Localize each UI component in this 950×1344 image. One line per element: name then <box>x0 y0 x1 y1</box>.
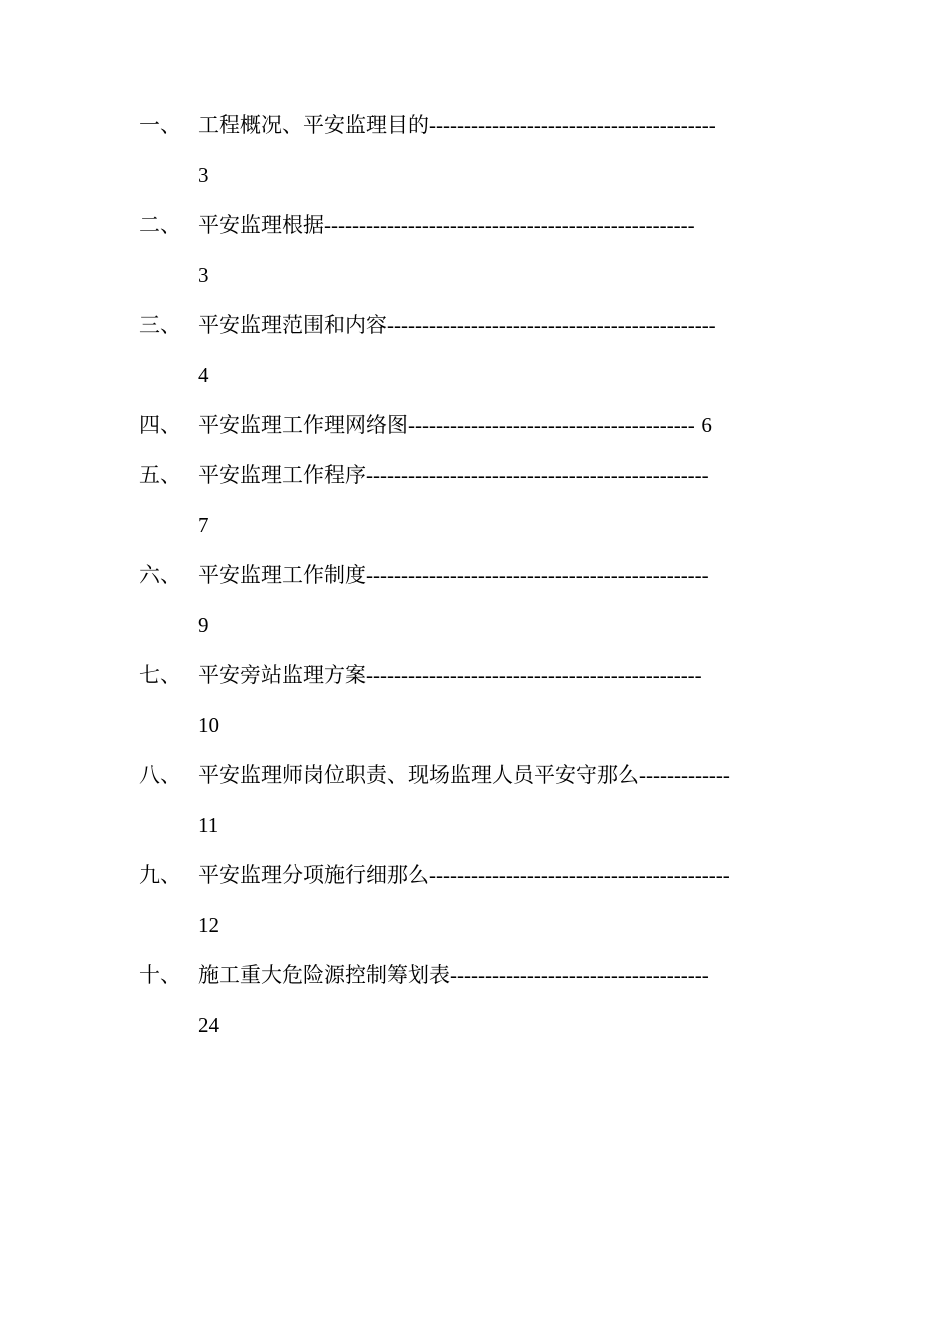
toc-entry-page: 3 <box>198 163 209 187</box>
toc-entry-title: 平安监理分项施行细那么 <box>198 863 429 887</box>
toc-entry-number: 六、 <box>139 563 181 587</box>
table-of-contents <box>139 100 819 1050</box>
toc-entry-number: 十、 <box>139 963 181 987</box>
toc-entry[interactable] <box>139 200 819 250</box>
toc-entry-number: 三、 <box>139 313 181 337</box>
toc-entry-number: 九、 <box>139 863 181 887</box>
toc-entry-page: 9 <box>198 613 209 637</box>
toc-entry-page: 7 <box>198 513 209 537</box>
toc-entry-number: 七、 <box>139 663 181 687</box>
toc-dot-leader: ------------------------------------------- <box>429 863 730 887</box>
toc-entry-page: 6 <box>701 413 712 437</box>
toc-entry-title: 施工重大危险源控制筹划表 <box>198 963 450 987</box>
toc-dot-leader: ------------- <box>639 763 730 787</box>
toc-entry-title: 平安监理范围和内容 <box>198 313 387 337</box>
toc-entry-title: 平安旁站监理方案 <box>198 663 366 687</box>
toc-entry[interactable] <box>139 100 819 150</box>
toc-dot-leader: ----------------------------------------------- <box>387 313 716 337</box>
toc-entry-page: 3 <box>198 263 209 287</box>
toc-dot-leader: ----------------------------------------- <box>429 113 716 137</box>
toc-entry-title: 平安监理工作程序 <box>198 463 366 487</box>
toc-entry-page: 12 <box>198 913 219 937</box>
toc-dot-leader: ------------------------------------------------- <box>366 563 709 587</box>
toc-entry-page: 4 <box>198 363 209 387</box>
toc-entry-title: 平安监理工作制度 <box>198 563 366 587</box>
toc-entry[interactable] <box>139 650 819 700</box>
toc-dot-leader: ------------------------------------------------- <box>366 463 709 487</box>
toc-dot-leader: ------------------------------------------------ <box>366 663 702 687</box>
toc-entry[interactable] <box>139 300 819 350</box>
toc-entry[interactable] <box>139 950 819 1000</box>
toc-entry[interactable] <box>139 850 819 900</box>
toc-entry-number: 五、 <box>139 463 181 487</box>
toc-entry[interactable] <box>139 550 819 600</box>
toc-entry[interactable] <box>139 400 819 450</box>
toc-entry-page: 10 <box>198 713 219 737</box>
toc-entry-title: 平安监理师岗位职责、现场监理人员平安守那么 <box>198 763 639 787</box>
toc-entry-number: 二、 <box>139 213 181 237</box>
toc-entry-title: 工程概况、平安监理目的 <box>198 113 429 137</box>
toc-entry-number: 一、 <box>139 113 181 137</box>
toc-entry[interactable] <box>139 750 819 800</box>
toc-dot-leader: ----------------------------------------- <box>408 413 695 437</box>
toc-dot-leader: ----------------------------------------------------- <box>324 213 695 237</box>
toc-entry-number: 四、 <box>139 413 181 437</box>
toc-entry-number: 八、 <box>139 763 181 787</box>
toc-entry-title: 平安监理工作理网络图 <box>198 413 408 437</box>
toc-entry-page: 24 <box>198 1013 219 1037</box>
toc-entry-page: 11 <box>198 813 219 837</box>
toc-entry[interactable] <box>139 450 819 500</box>
toc-dot-leader: ------------------------------------- <box>450 963 709 987</box>
toc-entry-title: 平安监理根据 <box>198 213 324 237</box>
